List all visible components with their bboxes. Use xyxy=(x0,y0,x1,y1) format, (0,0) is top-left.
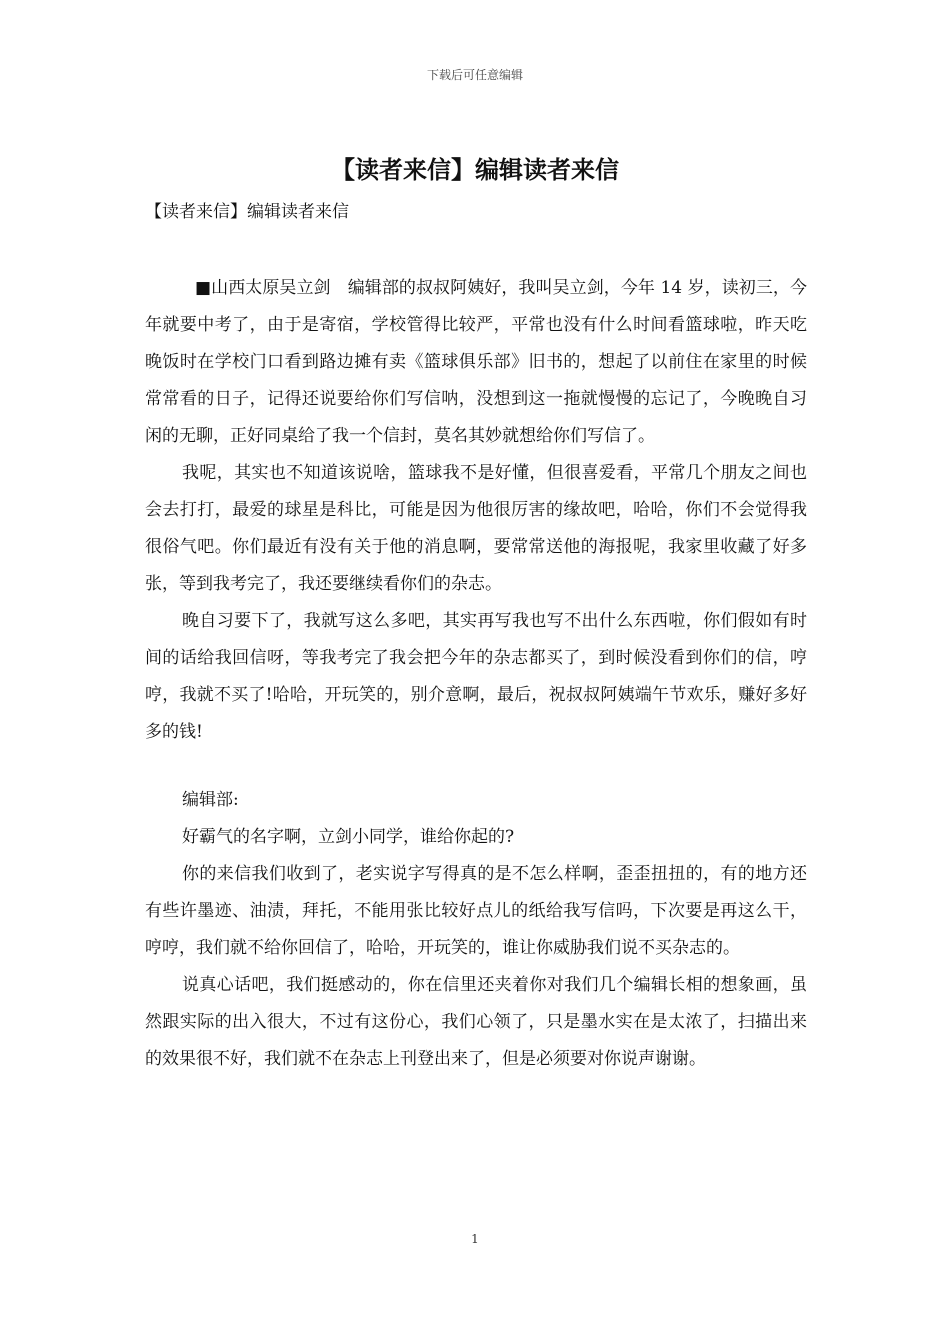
letter-paragraph: ■山西太原吴立剑 编辑部的叔叔阿姨好，我叫吴立剑，今年 14 岁，读初三，今年就要中考了，由于是寄宿，学校管得比较严，平常也没有什么时间看篮球啦，昨天吃晚饭时在学校门口看到路边摊有卖《篮球俱乐部》旧书的，想起了以前住在家里的时候常常看的日子，记得还说要给你们写信呐，没想到这一拖就慢慢的忘记了，今晚晚自习闲的无聊，正好同桌给了我一个信封，莫名其妙就想给你们写信了。 xyxy=(145,278,807,446)
reply-paragraph: 说真心话吧，我们挺感动的，你在信里还夹着你对我们几个编辑长相的想象画，虽然跟实际的出入很大，不过有这份心，我们心领了，只是墨水实在是太浓了，扫描出来的效果很不好，我们就不在杂志上刊登出来了，但是必须要对你说声谢谢。 xyxy=(145,975,807,1069)
document-body xyxy=(145,198,807,1078)
document-title: 【读者来信】编辑读者来信 xyxy=(331,156,619,184)
letter-paragraph: 晚自习要下了，我就写这么多吧，其实再写我也写不出什么东西啦，你们假如有时间的话给我回信呀，等我考完了我会把今年的杂志都买了，到时候没看到你们的信，哼哼，我就不买了!哈哈，开玩笑的，别介意啊，最后，祝叔叔阿姨端午节欢乐，赚好多好多的钱! xyxy=(145,611,807,742)
spacer xyxy=(145,226,807,270)
document-subtitle: 【读者来信】编辑读者来信 xyxy=(145,202,349,222)
reply-paragraph: 你的来信我们收到了，老实说字写得真的是不怎么样啊，歪歪扭扭的，有的地方还有些许墨迹、油渍，拜托，不能用张比较好点儿的纸给我写信吗，下次要是再这么干，哼哼，我们就不给你回信了，哈哈，开玩笑的，谁让你威胁我们说不买杂志的。 xyxy=(145,864,807,958)
letter-paragraph: 我呢，其实也不知道该说啥，篮球我不是好懂，但很喜爱看，平常几个朋友之间也会去打打，最爱的球星是科比，可能是因为他很厉害的缘故吧，哈哈，你们不会觉得我很俗气吧。你们最近有没有关于他的消息啊，要常常送他的海报呢，我家里收藏了好多张，等到我考完了，我还要继续看你们的杂志。 xyxy=(145,463,807,594)
section-gap xyxy=(145,751,807,782)
page-header: 下载后可任意编辑 xyxy=(426,68,523,82)
page-number: 1 xyxy=(471,1232,479,1246)
reply-greeting: 好霸气的名字啊，立剑小同学，谁给你起的? xyxy=(182,827,515,847)
reply-salutation: 编辑部: xyxy=(182,790,239,810)
